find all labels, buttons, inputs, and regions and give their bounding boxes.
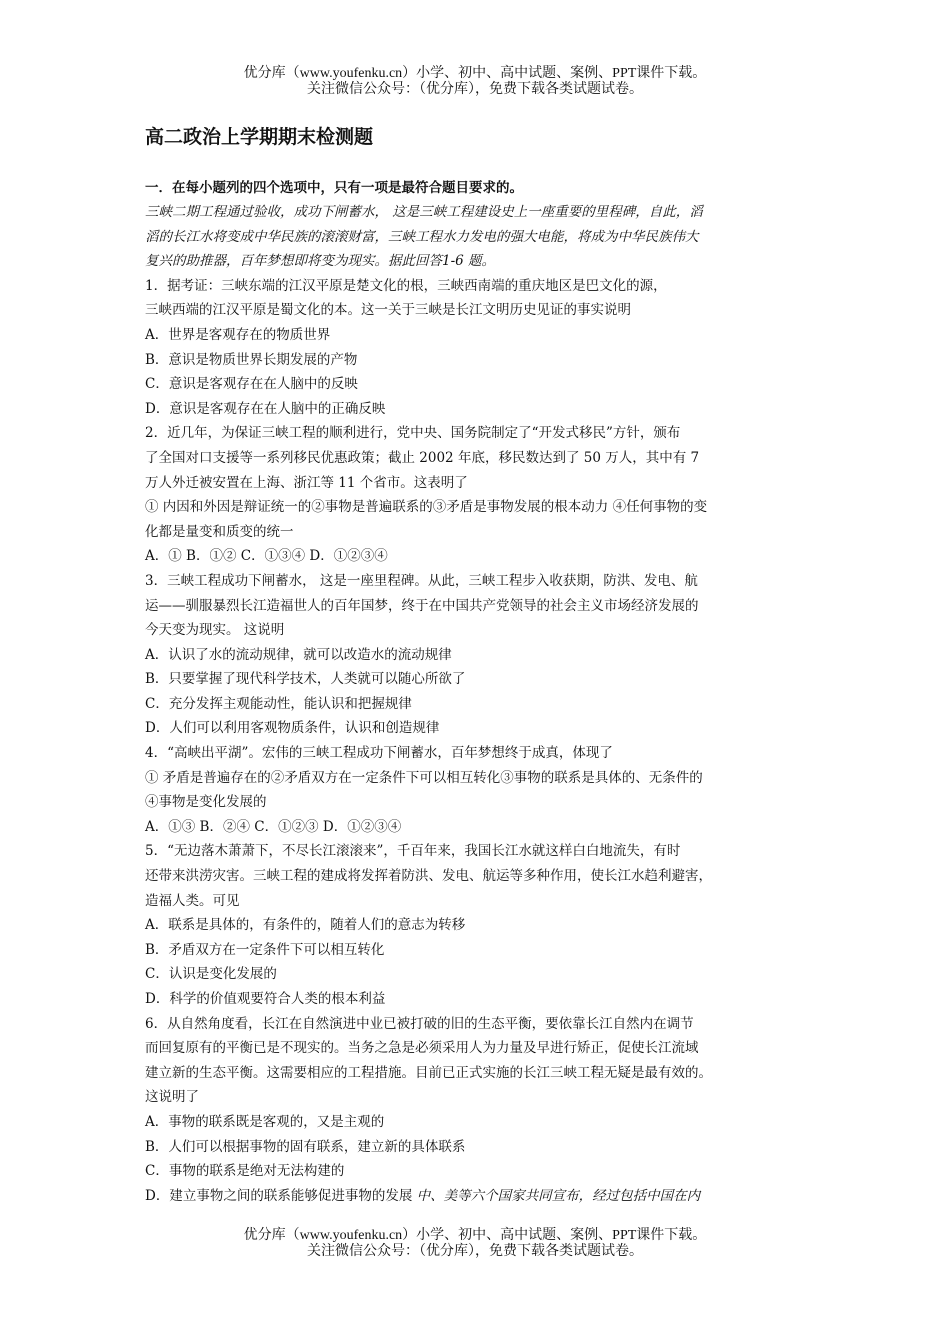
text-line: D．意识是客观存在在人脑中的正确反映 xyxy=(145,400,386,417)
text-line: ① 内因和外因是辩证统一的②事物是普遍联系的③矛盾是事物发展的根本动力 ④任何事物的变 xyxy=(145,499,708,516)
text-line: C．意识是客观存在在人脑中的反映 xyxy=(145,376,358,393)
text-line: ④事物是变化发展的 xyxy=(145,794,267,811)
text-line: 5．“无边落木萧萧下，不尽长江滚滚来”，千百年来，我国长江水就这样白白地流失，有时 xyxy=(145,843,681,860)
last-line xyxy=(145,1184,815,1209)
text-line: B．意识是物质世界长期发展的产物 xyxy=(145,351,358,368)
text-line: 而回复原有的平衡已是不现实的。当务之急是必须采用人为力量及早进行矫正，促使长江流域 xyxy=(145,1040,699,1057)
text-line: 万人外迁被安置在上海、浙江等 11 个省市。这表明了 xyxy=(145,474,468,491)
document-body xyxy=(145,124,815,1208)
text-line: B．人们可以根据事物的固有联系，建立新的具体联系 xyxy=(145,1138,466,1155)
text-line: A．① B．①② C．①③④ D．①②③④ xyxy=(145,548,388,565)
last-line-italic: 中、美等六个国家共同宣布，经过包括中国在内 xyxy=(416,1187,701,1204)
text-line: A．认识了水的流动规律，就可以改造水的流动规律 xyxy=(145,646,452,663)
text-line: C．事物的联系是绝对无法构建的 xyxy=(145,1163,345,1180)
intro-passage xyxy=(145,200,815,274)
text-line: A．世界是客观存在的物质世界 xyxy=(145,326,331,343)
text-line: 运——驯服暴烈长江造福世人的百年国梦，终于在中国共产党领导的社会主义市场经济发展的 xyxy=(145,597,699,614)
text-line: 建立新的生态平衡。这需要相应的工程措施。目前已正式实施的长江三峡工程无疑是最有效的。 xyxy=(145,1064,712,1081)
text-line: 三峡西端的江汉平原是蜀文化的本。这一关于三峡是长江文明历史见证的事实说明 xyxy=(145,302,631,319)
header-line-2: 关注微信公众号：（优分库），免费下载各类试题试卷。 xyxy=(307,82,643,97)
text-line: 3．三峡工程成功下闸蓄水， 这是一座里程碑。从此，三峡工程步入收获期，防洪、发电、航 xyxy=(145,572,698,589)
header-line-1: 优分库（www.youfenku.cn）小学、初中、高中试题、案例、PPT课件下载。 xyxy=(243,66,707,81)
intro-line: 滔的长江水将变成中华民族的滚滚财富，三峡工程水力发电的强大电能，将成为中华民族伟大 xyxy=(145,228,699,245)
intro-line: 三峡二期工程通过验收，成功下闸蓄水， 这是三峡工程建设史上一座重要的里程碑，自此，滔 xyxy=(145,204,703,220)
text-line: 造福人类。可见 xyxy=(145,892,240,909)
text-line: C．认识是变化发展的 xyxy=(145,966,277,983)
text-line: ① 矛盾是普遍存在的②矛盾双方在一定条件下可以相互转化③事物的联系是具体的、无条件的 xyxy=(145,769,703,786)
text-line: C．充分发挥主观能动性，能认识和把握规律 xyxy=(145,695,412,712)
page-footer xyxy=(0,1228,950,1260)
section-heading: 一．在每小题列的四个选项中，只有一项是最符合题目要求的。 xyxy=(145,180,523,196)
text-line: 4．“高峡出平湖”。宏伟的三峡工程成功下闸蓄水，百年梦想终于成真，体现了 xyxy=(145,745,613,762)
text-line: 1．据考证：三峡东端的江汉平原是楚文化的根，三峡西南端的重庆地区是巴文化的源， xyxy=(145,277,667,294)
text-line: A．①③ B．②④ C．①②③ D．①②③④ xyxy=(145,818,402,835)
page-header xyxy=(0,66,950,98)
footer-line-2: 关注微信公众号：（优分库），免费下载各类试题试卷。 xyxy=(307,1244,643,1259)
text-line: 2．近几年，为保证三峡工程的顺利进行，党中央、国务院制定了“开发式移民”方针，颁布 xyxy=(145,425,681,442)
text-line: D．科学的价值观要符合人类的根本利益 xyxy=(145,991,386,1007)
text-line: B．矛盾双方在一定条件下可以相互转化 xyxy=(145,941,385,958)
question-list xyxy=(145,274,815,1184)
text-line: 化都是量变和质变的统一 xyxy=(145,523,294,540)
text-line: 这说明了 xyxy=(145,1089,199,1106)
text-line: A．事物的联系既是客观的，又是主观的 xyxy=(145,1113,385,1130)
text-line: 还带来洪涝灾害。三峡工程的建成将发挥着防洪、发电、航运等多种作用，使长江水趋利避害， xyxy=(145,868,712,885)
text-line: 6．从自然角度看，长江在自然演进中业已被打破的旧的生态平衡，要依靠长江自然内在调节 xyxy=(145,1015,694,1032)
page-title: 高二政治上学期期末检测题 xyxy=(145,126,374,148)
intro-line: 复兴的助推器，百年梦想即将变为现实。据此回答1-6 题。 xyxy=(145,253,496,270)
text-line: 了全国对口支援等一系列移民优惠政策；截止 2002 年底，移民数达到了 50 万人，其中有 7 xyxy=(145,449,700,466)
text-line: A．联系是具体的，有条件的，随着人们的意志为转移 xyxy=(145,917,466,934)
text-line: B．只要掌握了现代科学技术，人类就可以随心所欲了 xyxy=(145,671,466,688)
text-line: 今天变为现实。 这说明 xyxy=(145,622,285,639)
last-line-normal: D．建立事物之间的联系能够促进事物的发展 xyxy=(145,1187,417,1204)
text-line: D．人们可以利用客观物质条件，认识和创造规律 xyxy=(145,720,440,737)
footer-line-1: 优分库（www.youfenku.cn）小学、初中、高中试题、案例、PPT课件下载。 xyxy=(243,1228,707,1243)
